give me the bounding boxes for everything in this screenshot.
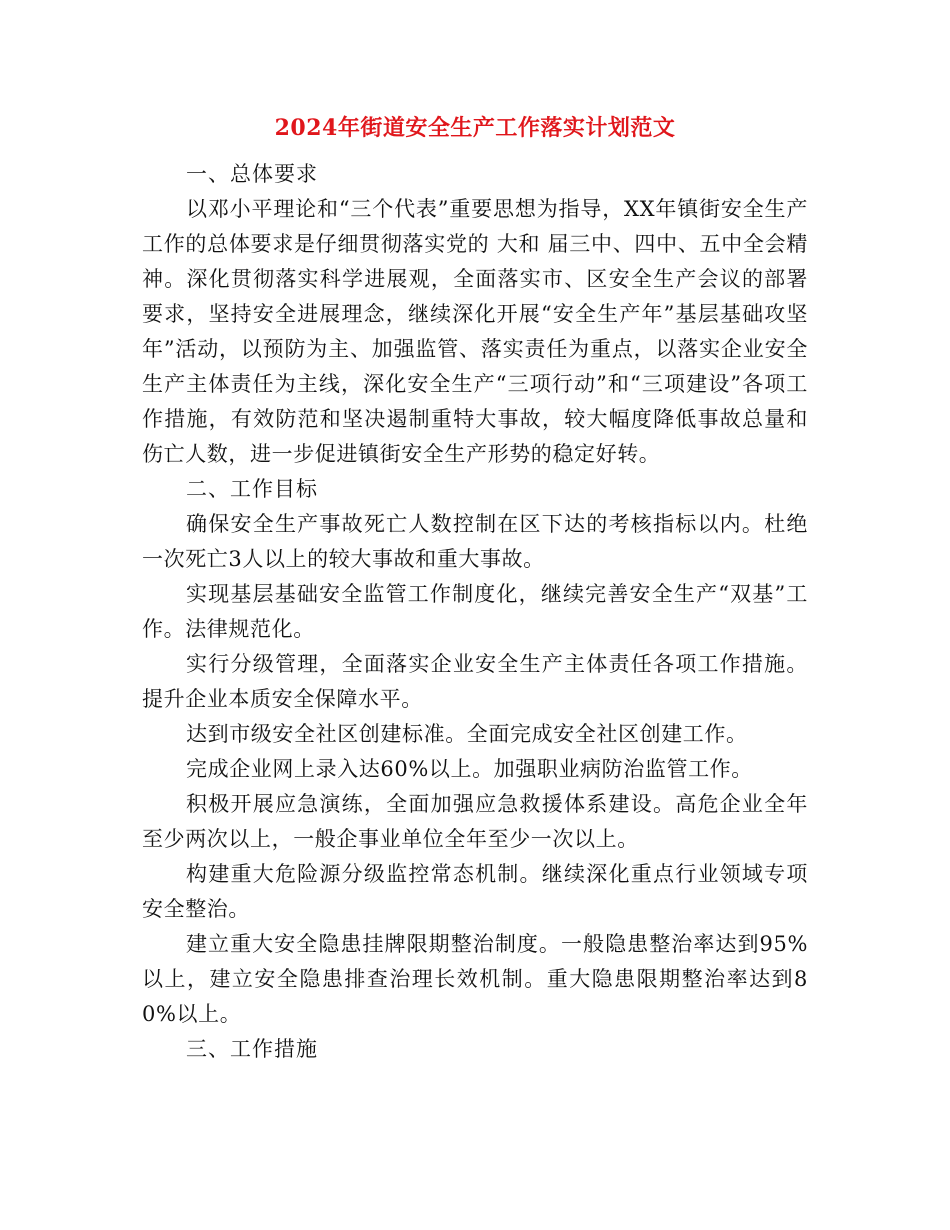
paragraph-goal-hazard-monitoring: 构建重大危险源分级监控常态机制。继续深化重点行业领域专项安全整治。: [142, 862, 808, 921]
paragraph-goal-online-entry: 完成企业网上录入达60%以上。加强职业病防治监管工作。: [186, 757, 753, 781]
document-body: [142, 157, 808, 1067]
document-title: 2024年街道安全生产工作落实计划范文: [274, 115, 676, 141]
paragraph-goal-hazard-rectification: 建立重大安全隐患挂牌限期整治制度。一般隐患整治率达到95%以上，建立安全隐患排查治理长效机制。重大隐患限期整治率达到80%以上。: [142, 932, 808, 1026]
paragraph-overall-requirements: 以邓小平理论和“三个代表”重要思想为指导，XX年镇街安全生产工作的总体要求是仔细贯彻落实党的 大和 届三中、四中、五中全会精神。深化贯彻落实科学进展观，全面落实市、区安全生产会议的部署要求，坚持安全进展理念，继续深化开展“安全生产年”基层基础攻坚年”活动，以预防为主、加强监管、落实责任为重点，以落实企业安全生产主体责任为主线，深化安全生产“三项行动”和“三项建设”各项工作措施，有效防范和坚决遏制重特大事故，较大幅度降低事故总量和伤亡人数，进一步促进镇街安全生产形势的稳定好转。: [142, 197, 808, 466]
section-heading-overall-requirements: 一、总体要求: [186, 162, 318, 186]
paragraph-goal-fatality-control: 确保安全生产事故死亡人数控制在区下达的考核指标以内。杜绝一次死亡3人以上的较大事故和重大事故。: [142, 512, 808, 571]
paragraph-goal-emergency-drills: 积极开展应急演练，全面加强应急救援体系建设。高危企业全年至少两次以上，一般企事业单位全年至少一次以上。: [142, 792, 808, 851]
paragraph-goal-safe-community: 达到市级安全社区创建标准。全面完成安全社区创建工作。: [186, 722, 748, 746]
section-heading-work-goals: 二、工作目标: [186, 477, 318, 501]
paragraph-goal-supervision: 实现基层基础安全监管工作制度化，继续完善安全生产“双基”工作。法律规范化。: [142, 582, 808, 641]
section-heading-work-measures: 三、工作措施: [186, 1037, 318, 1061]
paragraph-goal-graded-management: 实行分级管理，全面落实企业安全生产主体责任各项工作措施。提升企业本质安全保障水平。: [142, 652, 808, 711]
